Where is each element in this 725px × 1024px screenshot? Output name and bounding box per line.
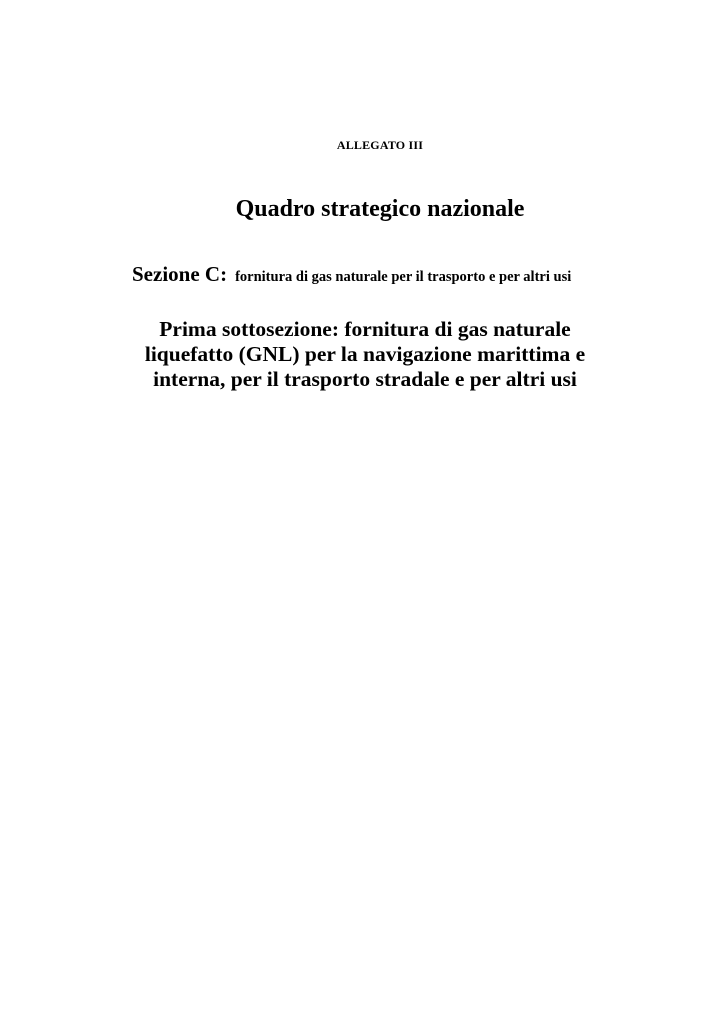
subsection-heading [100,317,630,392]
subsection-line: liquefatto (GNL) per la navigazione marittima e [144,342,586,366]
section-label: Sezione C: [132,262,228,286]
section-description: fornitura di gas naturale per il trasporto e per altri usi [235,269,572,285]
section-heading [132,262,692,287]
document-title: Quadro strategico nazionale [235,196,525,222]
subsection-line: interna, per il trasporto stradale e per altri usi [153,367,577,391]
subsection-line: Prima sottosezione: fornitura di gas naturale [159,317,571,341]
annex-label: ALLEGATO III [336,138,424,152]
